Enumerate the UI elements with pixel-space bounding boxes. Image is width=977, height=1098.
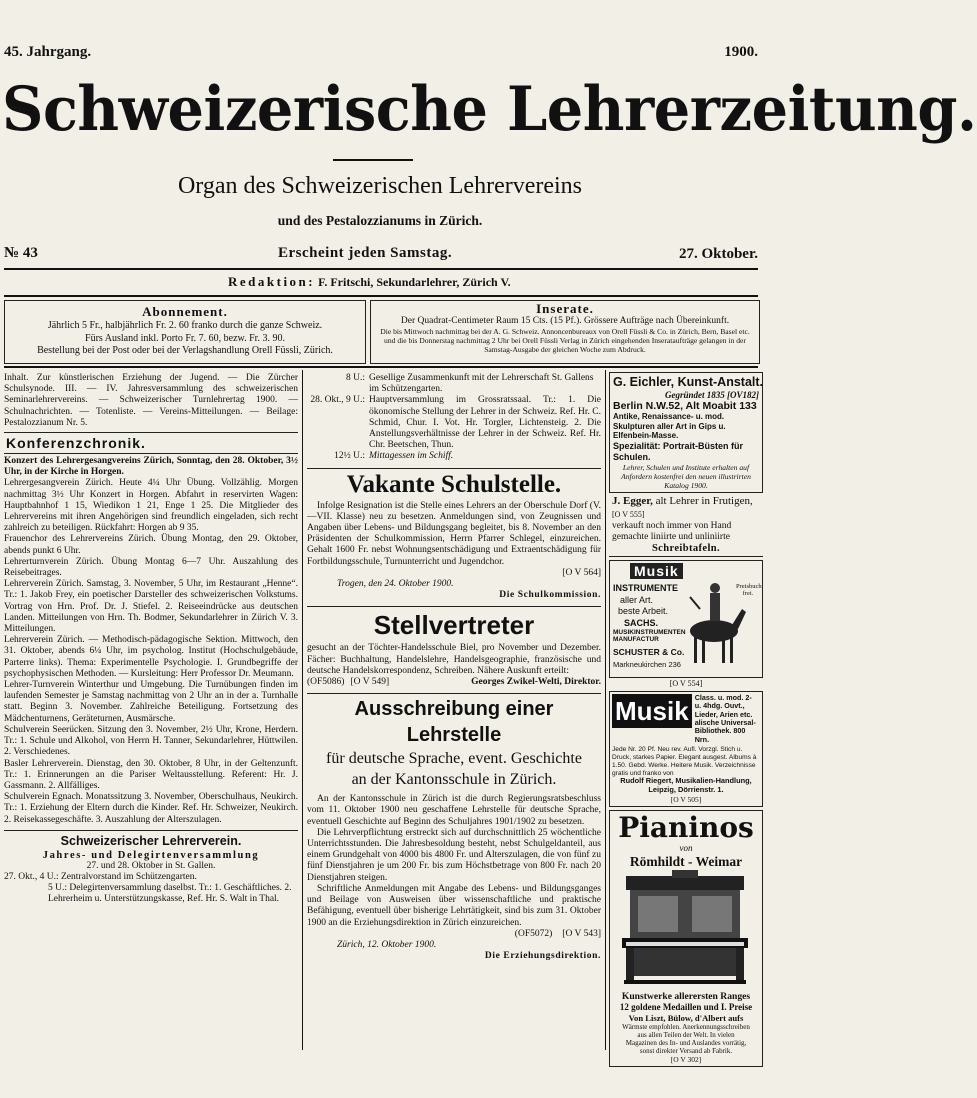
stellvertreter-footer <box>307 677 601 688</box>
musik-bib-top <box>612 694 760 744</box>
slv-item-2: 5 U.: Delegirtenversammlung daselbst. Tr.: 1. Geschäftliches. 2. Lehrerheim u. Unterstützungskasse, Ref. Hr. S. Walt in Thal. <box>48 883 292 905</box>
abonnement-line-3: Bestellung bei der Post oder bei der Verlagshandlung Orell Füssli, Zürich. <box>37 345 333 357</box>
vakante-rule <box>307 468 601 469</box>
pianino-illustration <box>612 870 758 986</box>
stell-code-2: [O V 549] <box>350 677 390 688</box>
stellvertreter-title: Stellvertreter <box>373 610 535 641</box>
issue-date: 27. Oktober. <box>678 246 758 262</box>
right-column <box>609 372 763 1067</box>
pianinos-line-5: aus allen Teilen der Welt. In vielen <box>637 1030 735 1039</box>
egger-text: alt Lehrer in Frutigen, <box>655 494 753 507</box>
stell-rule <box>307 606 601 607</box>
slv-rule <box>4 830 298 831</box>
musik-line-4: SACHS. <box>624 617 659 628</box>
ausschreibung-rule <box>307 693 601 694</box>
abonnement-line-1: Jährlich 5 Fr., halbjährlich Fr. 2. 60 franko durch die ganze Schweiz. <box>47 320 323 331</box>
pianinos-line-6: Magazinen des In- und Auslandes vorrätig, <box>625 1038 747 1047</box>
pianinos-ad <box>609 810 763 1068</box>
inserate-line-2: Die bis Mittwoch nachmittag bei der A. G. Schweiz. Annoncenbureaux von Orell Füssli & Co. in Zürich, Bern, Basel etc. und die bis Donnerstag nachmittag 2 Uhr bei Orell Füssli Verlag in Zürich eingehenden Inserataufträge gelangen in der Samstag-Ausgabe der gleichen Woche zum Abdruck. <box>380 327 750 354</box>
vakante-title: Vakante Schulstelle. <box>346 470 562 498</box>
egger-text-2: verkauft noch immer von Hand gemachte liniirte und unliniirte <box>612 520 732 542</box>
pianinos-line-7: sonst direkter Versand ab Fabrik. <box>639 1047 733 1056</box>
musik-bibliothek-ad <box>609 691 763 807</box>
ausschreibung-place: Zürich, 12. Oktober 1900. <box>337 939 437 950</box>
eichler-title: G. Eichler, Kunst-Anstalt. <box>613 375 764 389</box>
inhalt-rule <box>4 432 298 433</box>
inserate-line-1: Der Quadrat-Centimeter Raum 15 Cts. (15 Pf.). Grössere Aufträge nach Übereinkunft. <box>400 316 730 326</box>
header-rule <box>4 268 758 270</box>
redaktion-text: F. Fritschi, Sekundarlehrer, Zürich V. <box>318 275 511 289</box>
year-label: 1900. <box>724 44 758 60</box>
konferenz-entry-10: Schulverein Egnach. Monatssitzung 3. November, Oberschulhaus, Neukirch. Tr.: 1. Erziehung der Eltern durch die Kinder. Ref. Hr. Schweizer, Neukirch. 2. Reisekassegeschäfte. 3. Auszahlung der Alterszulagen. <box>4 792 298 825</box>
ausschreibung-p3: Schriftliche Anmeldungen mit Angabe des Lebens- und Bildungsganges und Beilage von Ausweisen über wissenschaftliche und praktische Befähigung, eventuell über bisherige Lehrtätigkeit, sind bis zum 31. Oktober 1900 an die Erziehungsdirektion in Zürich einzureichen. <box>307 883 601 928</box>
schedule-time: 28. Okt., 9 U.: <box>310 395 365 406</box>
volume-label: 45. Jahrgang. <box>4 44 92 60</box>
pianinos-line-4: Wärmste empfohlen. Anerkennungsschreiben <box>622 1022 750 1031</box>
ausschreibung-p2: Die Lehrverpflichtung erstreckt sich auf durchschnittlich 25 wöchentliche Unterrichtsstunden. Die Jahresbesoldung besteht, nebst Schulgeldanteil, aus einem Grundgehalt von 4000 bis 4800 Fr. und Alterszulagen, die von fünf zu fünf Dienstjahren je um 200 Fr. bis zum Höchstbetrage von 800 Fr. nach 20 Dienstjahren steigen. <box>307 827 601 883</box>
konferenz-entry-7: Lehrer-Turnverein Winterthur und Umgebung. Die Turnübungen finden im laufenden Semester je Samstag nachmittag von 2 Uhr an in der a. Turnhalle statt. Beginn 3. November. Zahlreiche Beteiligung. Fortsetzung des Mädchenturnens, Geräteturnen, Ausmärsche. <box>4 680 298 724</box>
pianinos-code: [O V 302] <box>670 1055 702 1065</box>
aus-code-2: [O V 543] <box>562 928 601 939</box>
pianinos-line-2: 12 goldene Medaillen und I. Preise <box>619 1001 753 1012</box>
konferenz-entry-5: Lehrerverein Zürich. Samstag, 3. November, 5 Uhr, im Restaurant „Henne“. Tr.: 1. Jakob Frey, ein poetischer Darsteller des schweizerischen Volkstums. Vortrag von Hrn. Prof. Dr. J. Stiefel. 2. Reiseeindrücke aus deutschen Landen. Mitteilungen von Hrn. Th. Bodmer, Sekundarlehrer in Zürich V. 3. Mitteilungen. <box>4 579 298 635</box>
ausschreibung-title: Ausschreibung einer Lehrstelle <box>354 698 554 747</box>
title-underline <box>333 159 413 161</box>
ausschreibung-signature: Die Erziehungsdirektion. <box>484 951 601 962</box>
musik-code: [O V 554] <box>669 678 703 688</box>
schedule-row-1 <box>307 373 601 395</box>
vakante-place: Trogen, den 24. Oktober 1900. <box>337 579 454 590</box>
musik-bib-signature: Rudolf Riegert, Musikalien-Handlung, Leipzig, Dörrienstr. 1. <box>620 776 752 794</box>
schedule-desc: Mittagessen im Schiff. <box>369 451 454 462</box>
inserate-box <box>370 300 760 364</box>
schedule-desc: Hauptversammlung im Grossratssaal. Tr.: 1. Die ökonomische Stellung der Lehrer in der Schweiz. Ref. Hr. C. Schmid, Chur. I. Vot. Hr. Torgler, Lichtensteig. 2. Die Anstellungsverhältnisse der Lehrer in der Schweiz. Ref. Hr. Chr. Beetschen, Thun. <box>369 395 601 451</box>
pianinos-maker: Römhildt - Weimar <box>629 853 743 869</box>
musik-brand: Musik <box>630 563 683 579</box>
left-column <box>4 373 298 906</box>
egger-name: J. Egger, <box>612 494 653 507</box>
egger-ad <box>609 493 763 557</box>
masthead-title: Schweizerische Lehrerzeitung. <box>2 74 977 145</box>
eichler-founded: Gegründet 1835 [OV182] <box>665 390 759 400</box>
redaktion-line <box>228 274 511 290</box>
schedule-desc: Gesellige Zusammenkunft mit der Lehrerschaft St. Gallens im Schützengarten. <box>369 373 594 395</box>
column-divider-left <box>302 370 303 1050</box>
vakante-code: [O V 564] <box>562 567 601 578</box>
issue-number: № 43 <box>4 245 38 261</box>
eichler-note: Lehrer, Schulen und Institute erhalten auf Anfordern kostenfrei den neuen illustrirten Katalog 1900. <box>621 462 751 490</box>
konferenz-entry-2: Lehrergesangverein Zürich. Heute 4¼ Uhr Übung. Vollzählig. Morgen nachmittag 3½ Uhr Konzert in Horgen. Abfahrt in reservirten Wagen: Hauptbahnhof 1 15, Wiedikon 1 21, Enge 1 25. Die Mitglieder des Lehrervereins mit ihren Angehörigen sind freundlich eingeladen, sich recht zahlreich zu beteiligen. Rückfahrt: Horgen ab 9 35. <box>4 478 298 534</box>
stell-code-1: (OF5086) <box>307 677 345 688</box>
inserate-heading: Inserate. <box>536 301 594 316</box>
musik-line-3: beste Arbeit. <box>618 605 669 616</box>
konferenz-entry-3: Frauenchor des Lehrervereins Zürich. Übung Montag, den 29. Oktober, abends punkt 6 Uhr. <box>4 534 298 556</box>
eichler-ad <box>609 372 763 493</box>
musik-line-5: MUSIKINSTRUMENTEN MANUFACTUR <box>613 628 686 643</box>
musik-line-1: INSTRUMENTE <box>613 582 678 593</box>
egger-product: Schreibtafeln. <box>651 542 721 554</box>
eichler-specialty: Spezialität: Portrait-Büsten für Schulen. <box>613 440 744 462</box>
abonnement-heading: Abonnement. <box>142 304 228 319</box>
abonnement-box <box>4 300 366 364</box>
middle-column <box>307 373 601 962</box>
konferenz-entry-8: Schulverein Seerücken. Sitzung den 3. November, 2½ Uhr, Krone, Herdern. Tr.: 1. Schule und Alkohol, von Herrn H. Tanner, Sekundarlehrer, Hüttwilen. 2. Verschiedenes. <box>4 724 298 758</box>
schedule-time: 12½ U.: <box>334 451 365 462</box>
schedule-time: 8 U.: <box>346 373 365 383</box>
ausschreibung-sub-1: für deutsche Sprache, event. Geschichte <box>326 750 582 768</box>
ausschreibung-p1: An der Kantonsschule in Zürich ist die durch Regierungsratsbeschluss vom 11. Oktober 1900 neu geschaffene Lehrstelle für deutsche Sprache, eventuell Geschichte auf Beginn des Schuljahres 1901/1902 zu besetzen. <box>307 794 601 827</box>
musik-line-7: Markneukirchen 236 <box>613 659 681 669</box>
musik-line-2: aller Art. <box>620 594 654 605</box>
konferenz-entry-6: Lehrerverein Zürich. — Methodisch-pädagogische Sektion. Mittwoch, den 31. Oktober, abends 6¼ Uhr, im psycholog. Institut (Hochschulgebäude, Parterre links). Thema: Experimentelle Psychologie. I. Grundbegriffe der psychophysischen Methoden. — Kursleitung: Herr Professor Dr. Meumann. <box>4 635 298 679</box>
konferenz-entry-1: Konzert des Lehrergesangvereins Zürich, Sonntag, den 28. Oktober, 3½ Uhr, in der Kirche in Horgen. <box>4 456 298 478</box>
vakante-signature: Die Schulkommission. <box>499 590 601 601</box>
musik-bib-text: Class. u. mod. 2- u. 4hdg. Ouvt., Lieder, Arien etc. alische Universal-Bibliothek. 800 Nrn. <box>694 692 756 744</box>
konferenz-entry-9: Basler Lehrerverein. Dienstag, den 30. Oktober, 8 Uhr, in der Geltenzunft. Tr.: 1. Erinnerungen an die Pariser Weltausstellung. Referent: Hr. J. Gassmann. 2. Allfälliges. <box>4 758 298 791</box>
schedule-label: Erscheint jeden Samstag. <box>278 245 453 261</box>
egger-code: [O V 555] <box>612 509 645 519</box>
slv-dates: 27. und 28. Oktober in St. Gallen. <box>86 860 216 871</box>
egger-line-1 <box>612 495 760 521</box>
redaktion-rule <box>4 295 758 297</box>
schedule-row-2 <box>307 395 601 451</box>
slv-subheading: Jahres- und Delegirtenversammlung <box>42 849 260 861</box>
masthead-subtitle-2: und des Pestalozzianums in Zürich. <box>277 213 483 228</box>
musik-price: Preisbuch frei. <box>736 582 762 597</box>
vakante-text: Infolge Resignation ist die Stelle eines Lehrers an der Oberschule Dorf (V.—VII. Klasse) neu zu besetzen. Anmeldungen sind, von Zeugnissen und Angaben über Lebens- und Bildungsgang begleitet, bis 8. November an den Präsidenten der Schulkommission, Herrn Pfarrer Schlegel, einzureichen. Gehalt 1600 Fr. nebst Wohnungsentschädigung und Extraentschädigung für Fortbildungsschule, Turnunterricht und Jugendchor. <box>307 500 601 567</box>
masthead-subtitle: Organ des Schweizerischen Lehrervereins <box>177 173 583 199</box>
abonnement-line-2: Fürs Ausland inkl. Porto Fr. 7. 60, bezw. Fr. 3. 90. <box>85 332 285 344</box>
ausschreibung-codes <box>307 929 601 940</box>
musik-bib-text-2: Jede Nr. 20 Pf. Neu rev. Aufl. Vorzgl. Stich u. Druck, starkes Papier. Elegant ausgest. Albums à 1.50. Gebd. Werke. Heitere Musik. Verzeichnisse gratis und franko von <box>612 746 757 777</box>
horse-rider-illustration <box>680 579 750 671</box>
konferenzchronik-heading: Konferenzchronik. <box>6 435 146 452</box>
redaktion-label: Redaktion: <box>228 274 316 289</box>
eichler-address: Berlin N.W.52, Alt Moabit 133 <box>613 400 757 412</box>
ausschreibung-sub-2: an der Kantonsschule in Zürich. <box>351 771 557 789</box>
konferenz-rule <box>4 453 298 454</box>
inhalt-text: Inhalt. Zur künstlerischen Erziehung der Jugend. — Die Zürcher Schulsynode. III. — IV. Jahresversammlung des schweizerischen Seminarlehrervereins. — Schweizerischer Turnlehrertag 1900. — Schulnachrichten. — Totenliste. — Vereins-Mitteilungen. — Beilage: Pestalozzianum Nr. 5. <box>4 373 298 428</box>
eichler-text: Antike, Renaissance- u. mod. Skulpturen aller Art in Gips u. Elfenbein-Masse. <box>613 412 726 440</box>
musik-instrumente-ad <box>609 560 763 678</box>
slv-heading: Schweizerischer Lehrerverein. <box>60 833 242 848</box>
konferenz-entry-4: Lehrerturnverein Zürich. Übung Montag 6—7 Uhr. Auszahlung des Reisebeitrages. <box>4 556 298 579</box>
pianinos-von: von <box>679 842 693 853</box>
pianinos-line-1: Kunstwerke allerersten Ranges <box>621 990 751 1002</box>
slv-item-1: 27. Okt., 4 U.: Zentralvorstand im Schützengarten. <box>4 871 197 882</box>
musik-line-6: SCHUSTER & Co. <box>613 646 685 657</box>
stellvertreter-text: gesucht an der Töchter-Handelsschule Biel, pro November und Dezember. Fächer: Buchhaltung, Handelslehre, Handelsgeographie, französische und deutsche Handelskorrespondenz, Schreiben. Nähere Auskunft erteilt: <box>307 643 601 676</box>
section-rule <box>4 366 758 368</box>
column-divider-right <box>605 370 606 1050</box>
pianinos-line-3: Von Liszt, Bülow, d'Albert aufs <box>628 1012 744 1023</box>
schedule-row-3 <box>307 451 601 462</box>
musik-bib-brand: Musik <box>612 694 692 728</box>
pianinos-title: Pianinos <box>618 810 754 844</box>
aus-code-1: (OF5072) <box>514 928 553 939</box>
stell-signature: Georges Zwikel-Welti, Direktor. <box>471 677 601 688</box>
musik-bib-code: [O V 505] <box>670 794 702 804</box>
